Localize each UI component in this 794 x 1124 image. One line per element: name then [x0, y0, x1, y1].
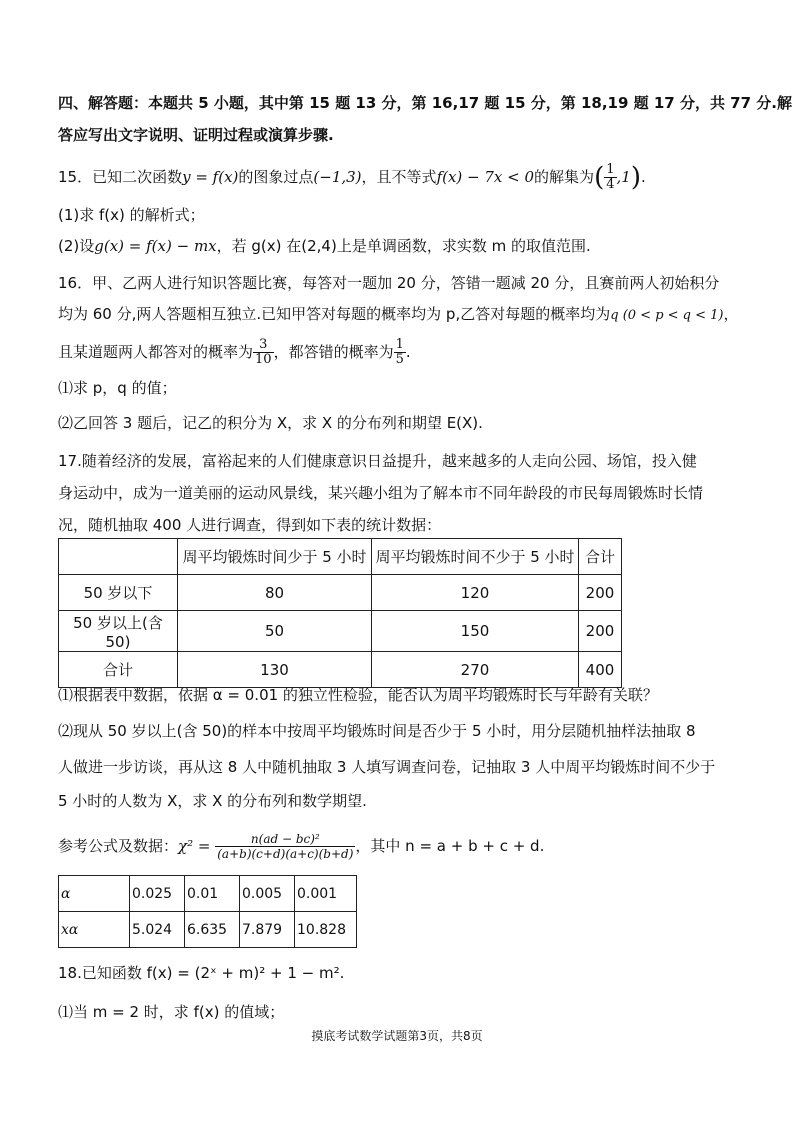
table-cell: 50 岁以上(含 50)	[59, 611, 178, 652]
table-cell: 120	[372, 575, 579, 611]
formula-fraction	[215, 832, 355, 861]
formula-tail: ，其中 n = a + b + c + d.	[355, 837, 545, 855]
q16-line2	[58, 303, 739, 324]
q15-inequality: f(x) − 7x < 0	[436, 168, 535, 186]
q17-line1: 17.随着经济的发展，富裕起来的人们健康意识日益提升，越来越多的人走向公园、场馆，投入健	[58, 452, 697, 470]
q15-g-function: g(x) = f(x) − mx	[94, 237, 217, 255]
q18-line1: 18.已知函数 f(x) = (2ˣ + m)² + 1 − m².	[58, 964, 345, 982]
section-heading-line1: 四、解答题：本题共 5 小题，其中第 15 题 13 分，第 16,17 题 15 分，第 18,19 题 17 分，共 77 分.解	[58, 94, 792, 112]
q15-part2	[58, 235, 591, 256]
table-cell: 10.828	[295, 912, 357, 948]
q16-line2-text-a: 均为 60 分,两人答题相互独立.已知甲答对每题的概率均为 p,乙答对每题的概率均为	[58, 305, 611, 323]
table-cell: 200	[579, 575, 622, 611]
q17-data-table	[58, 538, 622, 688]
q16-line3-text-a: 且某道题两人都答对的概率为	[58, 343, 254, 361]
section-heading-line2: 答应写出文字说明、证明过程或演算步骤.	[58, 126, 334, 144]
q15-interval-close: )	[630, 162, 641, 193]
table-header-cell	[59, 539, 178, 575]
q15-fraction	[604, 163, 616, 192]
table-cell: 150	[372, 611, 579, 652]
formula-label: 参考公式及数据：	[58, 837, 179, 855]
table-cell: 7.879	[240, 912, 295, 948]
q18-part1: ⑴当 m = 2 时，求 f(x) 的值域；	[58, 1003, 285, 1021]
formula-numerator: n(ad − bc)²	[215, 832, 355, 847]
q15-function: y = f(x)	[182, 168, 239, 186]
q16-fraction-both-correct	[253, 338, 274, 367]
critical-value-table	[58, 875, 357, 948]
q17-line3: 况，随机抽取 400 人进行调查，得到如下表的统计数据：	[58, 516, 442, 534]
q16-line1: 16．甲、乙两人进行知识答题比赛，每答对一题加 20 分，答错一题减 20 分，且赛前两人初始积分	[58, 274, 720, 292]
table-row	[59, 652, 622, 688]
table-row	[59, 539, 622, 575]
q15-stem-text-d: 的解集为	[534, 168, 595, 186]
q16-part1: ⑴求 p，q 的值；	[58, 379, 177, 397]
q15-point: (−1,3)	[313, 168, 362, 186]
table-cell: 6.635	[185, 912, 240, 948]
q16-q-condition: q (0 < p < q < 1)	[610, 308, 724, 323]
q17-part2-line2: 人做进一步访谈，再从这 8 人中随机抽取 3 人填写调查问卷，记抽取 3 人中周平均锻炼时间不少于	[58, 758, 716, 776]
table-row	[59, 876, 357, 912]
q16-f1-num: 3	[253, 338, 274, 353]
q17-line2: 身运动中，成为一道美丽的运动风景线，某兴趣小组为了解本市不同年龄段的市民每周锻炼时长情	[58, 484, 704, 502]
table-cell: 80	[178, 575, 372, 611]
q15-part1: (1)求 f(x) 的解析式；	[58, 206, 205, 224]
q15-stem-text-b: 的图象过点	[238, 168, 314, 186]
q15-stem-text-c: ，且不等式	[361, 168, 437, 186]
table-header-cell: 合计	[579, 539, 622, 575]
table-cell: 0.025	[130, 876, 185, 912]
table-row	[59, 575, 622, 611]
table-cell: 130	[178, 652, 372, 688]
formula-lhs: χ² =	[178, 837, 211, 855]
q16-line3	[58, 338, 411, 367]
table-cell: 0.01	[185, 876, 240, 912]
q17-formula	[58, 832, 544, 861]
q15-fraction-den: 4	[606, 177, 615, 192]
q16-f1-den: 10	[255, 352, 272, 367]
table-cell: 50	[178, 611, 372, 652]
q16-line3-text-b: ，都答错的概率为	[273, 343, 394, 361]
table-cell: α	[59, 876, 130, 912]
q17-part1: ⑴根据表中数据，依据 α = 0.01 的独立性检验，能否认为周平均锻炼时长与年龄有关联？	[58, 686, 658, 704]
table-cell: 合计	[59, 652, 178, 688]
table-cell: 5.024	[130, 912, 185, 948]
q15-stem-text-a: 15．已知二次函数	[58, 168, 183, 186]
table-cell: xα	[59, 912, 130, 948]
q15-interval-open: (	[594, 162, 605, 193]
q15-part2-text-a: (2)设	[58, 237, 95, 255]
table-cell: 50 岁以下	[59, 575, 178, 611]
table-header-cell: 周平均锻炼时间少于 5 小时	[178, 539, 372, 575]
q16-part2: ⑵乙回答 3 题后，记乙的积分为 X，求 X 的分布列和期望 E(X).	[58, 414, 483, 432]
q15-fraction-num: 1	[606, 162, 615, 177]
q15-interval-end: ,1	[616, 168, 631, 186]
table-cell: 200	[579, 611, 622, 652]
q15-part2-text-b: ，若 g(x) 在(2,4)上是单调函数，求实数 m 的取值范围.	[216, 237, 591, 255]
q15-stem: 15．已知二次函数y = f(x)的图象过点(−1,3)，且不等式f(x) − 7x < 0的解集为( $\frac{1}{4}$ ,1).	[58, 162, 646, 193]
table-cell: 270	[372, 652, 579, 688]
table-cell: 0.001	[295, 876, 357, 912]
q16-fraction-both-wrong	[394, 338, 406, 367]
q16-line2-text-c: ，	[723, 305, 739, 323]
table-cell: 400	[579, 652, 622, 688]
table-row	[59, 912, 357, 948]
q17-part2-line3: 5 小时的人数为 X，求 X 的分布列和数学期望.	[58, 792, 367, 810]
table-row	[59, 611, 622, 652]
q17-part2-line1: ⑵现从 50 岁以上(含 50)的样本中按周平均锻炼时间是否少于 5 小时，用分层随机抽样法抽取 8	[58, 722, 696, 740]
page-footer: 摸底考试数学试题第3页，共8页	[311, 1029, 483, 1043]
table-cell: 0.005	[240, 876, 295, 912]
q16-f2-den: 5	[395, 352, 404, 367]
table-header-cell: 周平均锻炼时间不少于 5 小时	[372, 539, 579, 575]
q16-f2-num: 1	[395, 337, 404, 352]
formula-denominator: (a+b)(c+d)(a+c)(b+d)	[217, 847, 354, 861]
q16-line3-text-c: .	[405, 343, 411, 361]
